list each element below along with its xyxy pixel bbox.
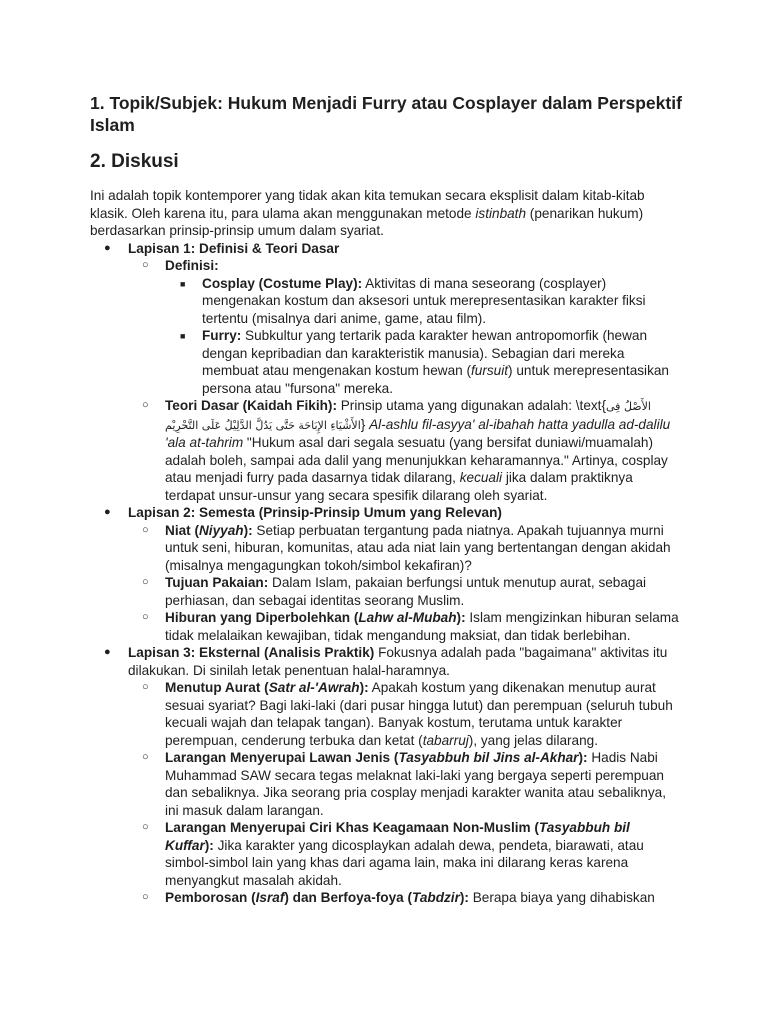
circle-bullet-icon: ○ — [142, 611, 149, 623]
boros-term: Pemborosan (Israf) dan Berfoya-foya (Tabdzir): — [165, 890, 469, 905]
tabarruj-term: tabarruj — [422, 732, 469, 748]
cosplay-definition — [165, 275, 682, 328]
teori-explanation: "Hukum asal dari segala sesuatu (yang bersifat duniawi/muamalah) adalah boleh, sampai ada dalil yang menunjukkan keharamannya." Artinya, cosplay atau menjadi furry pada dasarnya tidak dilarang, — [165, 435, 668, 485]
teori-explanation-end: jika dalam praktiknya terdapat unsur-unsur yang secara spesifik dilarang oleh syariat. — [165, 470, 633, 503]
hiburan-text: Islam mengizinkan hiburan selama tidak melalaikan kewajiban, tidak mengandung maksiat, dan tidak berlebihan. — [165, 610, 679, 643]
bullet-icon: ● — [104, 241, 111, 254]
lawan-term: Larangan Menyerupai Lawan Jenis (Tasyabbuh bil Jins al-Akhar): — [165, 750, 588, 765]
fursuit-term: fursuit — [471, 363, 509, 378]
layer-2-title: Lapisan 2: Semesta (Prinsip-Prinsip Umum yang Relevan) — [128, 505, 502, 520]
intro-text: Ini adalah topik kontemporer yang tidak akan kita temukan secara eksplisit dalam kitab-kitab klasik. Oleh karena itu, para ulama akan menggunakan metode — [90, 188, 645, 221]
tujuan-pakaian-item — [128, 574, 682, 609]
boros-text: Berapa biaya yang dihabiskan — [468, 890, 655, 905]
layer-3-item — [90, 644, 682, 907]
kecuali-term: kecuali — [459, 470, 503, 485]
pemborosan-item — [128, 889, 682, 907]
niat-term: Niat (Niyyah): — [165, 522, 253, 538]
nonmuslim-text: Jika karakter yang dicosplaykan adalah dewa, pendeta, biarawati, atau simbol-simbol lain yang khas dari agama lain, maka ini dilarang keras karena menyangkut masalah akidah. — [165, 837, 644, 888]
tujuan-text: Dalam Islam, pakaian berfungsi untuk menutup aurat, sebagai perhiasan, dan sebagai identitas seorang Muslim. — [165, 575, 647, 608]
non-muslim-item — [128, 819, 682, 889]
circle-bullet-icon: ○ — [142, 399, 149, 411]
teori-term: Teori Dasar (Kaidah Fikih): — [165, 398, 337, 413]
furry-text-end: ) untuk merepresentasikan persona atau "fursona" mereka. — [202, 363, 669, 396]
topic-heading: 1. Topik/Subjek: Hukum Menjadi Furry atau Cosplayer dalam Perspektif Islam — [90, 93, 682, 135]
teori-text: Prinsip utama yang digunakan adalah: \text{ — [336, 398, 607, 413]
cosplay-text: Aktivitas di mana seseorang (cosplayer) mengenakan kostum dan aksesori untuk merepresentasikan karakter fiksi tertentu (misalnya dari anime, game, atau film). — [202, 275, 646, 326]
intro-paragraph — [90, 187, 682, 240]
aurat-term: Menutup Aurat (Satr al-'Awrah): — [165, 680, 369, 695]
layer-2-item — [90, 504, 682, 644]
circle-bullet-icon: ○ — [142, 523, 149, 536]
hiburan-item — [128, 609, 682, 644]
teori-brace: } — [360, 416, 370, 432]
definisi-item — [128, 257, 682, 397]
tujuan-term: Tujuan Pakaian: — [165, 575, 269, 590]
definisi-label: Definisi: — [165, 258, 219, 273]
menutup-aurat-item — [128, 679, 682, 749]
bullet-icon: ● — [104, 646, 111, 658]
arabic-text: الأَصْلُ فِى الأَشْيَاءِ الإِبَاحَة حَتَّى يَدُلَّ الدَّلِيْلُ عَلَى التَّحْرِيْم — [165, 400, 651, 432]
discussion-heading: 2. Diskusi — [90, 151, 179, 172]
circle-bullet-icon: ○ — [142, 681, 149, 693]
circle-bullet-icon: ○ — [142, 576, 149, 588]
layer-3-title: Lapisan 3: Eksternal (Analisis Praktik) — [128, 645, 375, 660]
layer-list — [90, 240, 682, 907]
niat-text: Setiap perbuatan tergantung pada niatnya. Apakah tujuannya murni untuk seni, hiburan, komunitas, atau ada niat lain yang bertentangan dengan akidah (misalnya mengagungkan tokoh/simbol kekafiran)? — [165, 522, 671, 573]
teori-transliteration: Al-ashlu fil-asyya' al-ibahah hatta yadulla ad-dalilu 'ala at-tahrim — [165, 416, 671, 450]
square-bullet-icon: ■ — [180, 331, 186, 341]
cosplay-term: Cosplay (Costume Play): — [202, 275, 363, 291]
intro-term: istinbath — [475, 205, 527, 221]
circle-bullet-icon: ○ — [142, 259, 149, 271]
aurat-text: Apakah kostum yang dikenakan menutup aurat sesuai syariat? Bagi laki-laki (dari pusar hingga lutut) dan perempuan (seluruh tubuh kecuali wajah dan telapak tangan). Banyak kostum, terutama untuk karakter perempuan, cenderung terbuka dan ketat ( — [165, 680, 673, 748]
lawan-jenis-item — [128, 749, 682, 819]
discussion-body — [90, 187, 682, 907]
circle-bullet-icon: ○ — [142, 751, 149, 763]
square-bullet-icon: ■ — [180, 278, 186, 289]
nonmuslim-term: Larangan Menyerupai Ciri Khas Keagamaan Non-Muslim (Tasyabbuh bil Kuffar): — [165, 820, 630, 853]
circle-bullet-icon: ○ — [142, 891, 149, 903]
hiburan-term: Hiburan yang Diperbolehkan (Lahw al-Mubah): — [165, 610, 466, 625]
layer-1-item — [90, 240, 682, 505]
furry-text: Subkultur yang tertarik pada karakter hewan antropomorfik (hewan dengan kepribadian dan karakteristik manusia). Sebagian dari mereka membuat atau mengenakan kostum hewan ( — [202, 328, 648, 378]
intro-text-end: (penarikan hukum) berdasarkan prinsip-prinsip umum dalam syariat. — [90, 205, 644, 238]
furry-definition — [165, 327, 682, 397]
teori-dasar-item — [128, 397, 682, 504]
layer-1-title: Lapisan 1: Definisi & Teori Dasar — [128, 240, 340, 256]
layer-3-intro: Fokusnya adalah pada "bagaimana" aktivitas itu dilakukan. Di sinilah letak penentuan halal-haramnya. — [128, 645, 668, 678]
aurat-text-end: ), yang jelas dilarang. — [468, 732, 599, 748]
niat-item — [128, 522, 682, 575]
circle-bullet-icon: ○ — [142, 821, 149, 833]
furry-term: Furry: — [202, 328, 242, 343]
lawan-text: Hadis Nabi Muhammad SAW secara tegas melaknat laki-laki yang bergaya seperti perempuan dan sebaliknya. Jika seorang pria cosplay menjadi karakter wanita atau sebaliknya, ini masuk dalam larangan. — [165, 750, 666, 818]
bullet-icon: ● — [104, 506, 111, 518]
